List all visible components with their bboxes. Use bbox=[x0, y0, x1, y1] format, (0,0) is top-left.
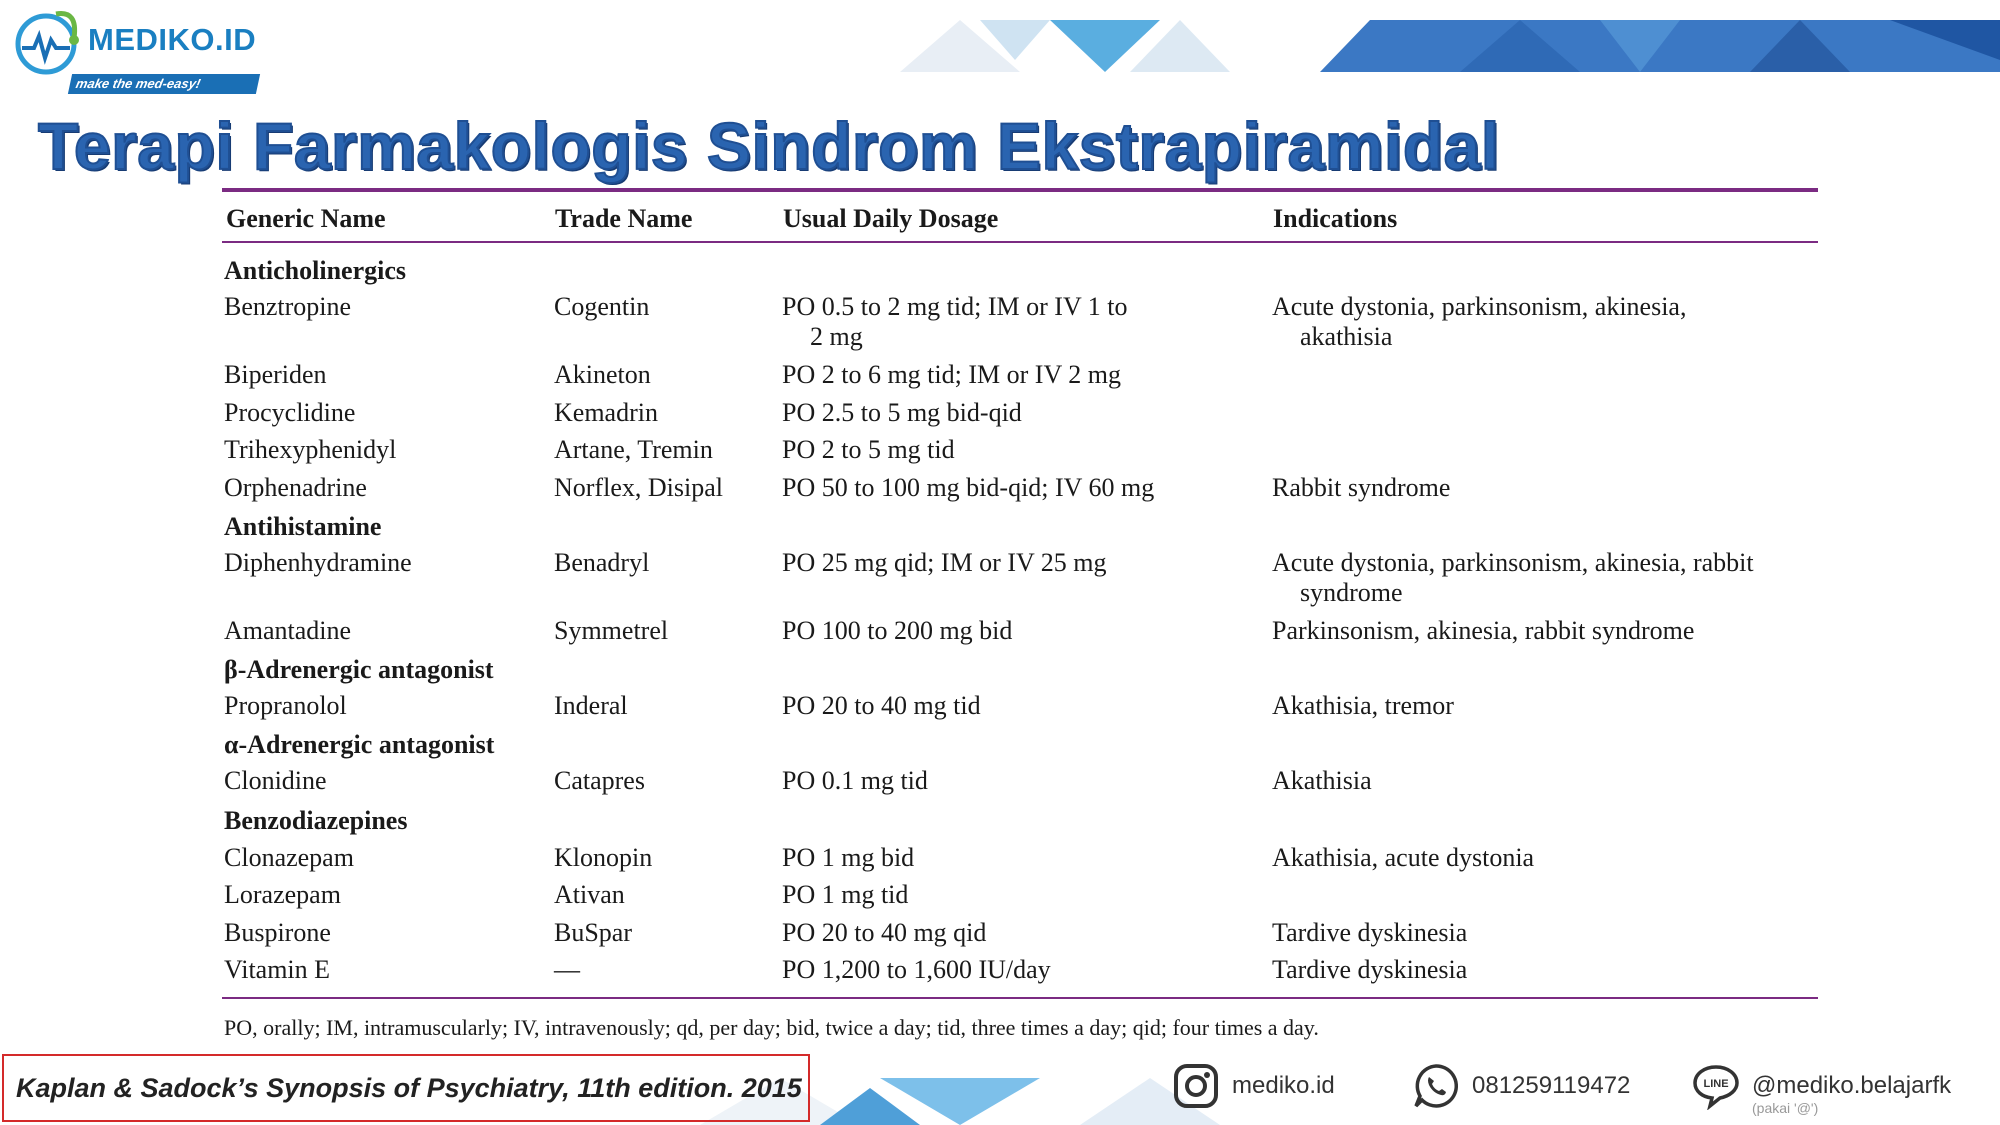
trade-name: Norflex, Disipal bbox=[554, 473, 723, 502]
trade-name: Akineton bbox=[554, 360, 651, 389]
line-handle-note: (pakai '@') bbox=[1752, 1100, 1819, 1116]
table-footnote: PO, orally; IM, intramuscularly; IV, intravenously; qd, per day; bid, twice a day; tid, three times a day; qid; four times a day. bbox=[224, 1015, 1319, 1040]
trade-name: Kemadrin bbox=[554, 398, 658, 427]
header-generic-name: Generic Name bbox=[226, 204, 386, 233]
group-beta-adrenergic-antagonist: β-Adrenergic antagonist bbox=[224, 655, 494, 684]
generic-name: Orphenadrine bbox=[224, 473, 367, 502]
instagram-handle: mediko.id bbox=[1232, 1072, 1335, 1099]
stethoscope-heart-icon bbox=[8, 4, 88, 84]
trade-name: Klonopin bbox=[554, 843, 653, 872]
generic-name: Trihexyphenidyl bbox=[224, 435, 397, 464]
trade-name: — bbox=[554, 955, 580, 984]
header-trade-name: Trade Name bbox=[555, 204, 693, 233]
indications: Parkinsonism, akinesia, rabbit syndrome bbox=[1272, 616, 1695, 645]
header-usual-daily-dosage: Usual Daily Dosage bbox=[783, 204, 999, 233]
dosage: PO 50 to 100 mg bid-qid; IV 60 mg bbox=[782, 473, 1155, 502]
dosage: PO 20 to 40 mg qid bbox=[782, 918, 987, 947]
dosage: PO 1 mg tid bbox=[782, 880, 909, 909]
generic-name: Buspirone bbox=[224, 918, 331, 947]
dosage-line-1: PO 0.5 to 2 mg tid; IM or IV 1 to bbox=[782, 292, 1128, 321]
indications: Rabbit syndrome bbox=[1272, 473, 1451, 502]
trade-name: Inderal bbox=[554, 691, 628, 720]
generic-name: Clonazepam bbox=[224, 843, 354, 872]
trade-name: Catapres bbox=[554, 766, 645, 795]
group-benzodiazepines: Benzodiazepines bbox=[224, 806, 408, 835]
generic-name: Diphenhydramine bbox=[224, 548, 412, 577]
dosage: PO 0.1 mg tid bbox=[782, 766, 928, 795]
line-icon bbox=[1692, 1062, 1740, 1110]
indications-line-2: akathisia bbox=[1300, 322, 1393, 351]
indications: Akathisia bbox=[1272, 766, 1372, 795]
generic-name: Propranolol bbox=[224, 691, 347, 720]
dosage: PO 1,200 to 1,600 IU/day bbox=[782, 955, 1051, 984]
whatsapp-icon bbox=[1412, 1062, 1460, 1110]
trade-name: Benadryl bbox=[554, 548, 650, 577]
generic-name: Amantadine bbox=[224, 616, 352, 645]
generic-name: Vitamin E bbox=[224, 955, 331, 984]
indications: Akathisia, tremor bbox=[1272, 691, 1454, 720]
trade-name: Artane, Tremin bbox=[554, 435, 713, 464]
indications: Tardive dyskinesia bbox=[1272, 955, 1468, 984]
dosage-line-2: 2 mg bbox=[810, 322, 863, 351]
dosage: PO 1 mg bid bbox=[782, 843, 915, 872]
trade-name: Symmetrel bbox=[554, 616, 669, 645]
dosage: PO 2 to 5 mg tid bbox=[782, 435, 955, 464]
source-citation: Kaplan & Sadock’s Synopsis of Psychiatry, 11th edition. 2015 bbox=[2, 1054, 810, 1122]
page-title: Terapi Farmakologis Sindrom Ekstrapiramidal bbox=[38, 109, 1500, 183]
logo-tagline: make the med-easy! bbox=[68, 74, 260, 94]
indications: Tardive dyskinesia bbox=[1272, 918, 1468, 947]
whatsapp-number: 081259119472 bbox=[1472, 1072, 1631, 1099]
table-top-rule bbox=[222, 188, 1818, 192]
logo-wordmark: MEDIKO.ID bbox=[88, 22, 257, 57]
trade-name: Cogentin bbox=[554, 292, 650, 321]
dosage: PO 2 to 6 mg tid; IM or IV 2 mg bbox=[782, 360, 1121, 389]
dosage: PO 25 mg qid; IM or IV 25 mg bbox=[782, 548, 1107, 577]
group-anticholinergics: Anticholinergics bbox=[224, 256, 406, 285]
instagram-icon bbox=[1172, 1062, 1220, 1110]
dosage: PO 100 to 200 mg bid bbox=[782, 616, 1013, 645]
indications: Akathisia, acute dystonia bbox=[1272, 843, 1535, 872]
svg-text:LINE: LINE bbox=[1703, 1078, 1729, 1090]
top-decorative-banner bbox=[900, 20, 2000, 72]
trade-name: BuSpar bbox=[554, 918, 632, 947]
group-antihistamine: Antihistamine bbox=[224, 512, 382, 541]
generic-name: Biperiden bbox=[224, 360, 327, 389]
line-handle: @mediko.belajarfk bbox=[1752, 1072, 1952, 1099]
brand-logo bbox=[8, 4, 258, 94]
dosage bbox=[782, 292, 1262, 352]
generic-name: Benztropine bbox=[224, 292, 352, 321]
indications-line-1: Acute dystonia, parkinsonism, akinesia, rabbit bbox=[1272, 548, 1754, 577]
table-header-rule bbox=[222, 241, 1818, 243]
group-alpha-adrenergic-antagonist: α-Adrenergic antagonist bbox=[224, 730, 495, 759]
indications-line-1: Acute dystonia, parkinsonism, akinesia, bbox=[1272, 292, 1687, 321]
dosage: PO 20 to 40 mg tid bbox=[782, 691, 981, 720]
table-bottom-rule bbox=[222, 997, 1818, 999]
dosage: PO 2.5 to 5 mg bid-qid bbox=[782, 398, 1022, 427]
indications-line-2: syndrome bbox=[1300, 578, 1403, 607]
generic-name: Procyclidine bbox=[224, 398, 356, 427]
generic-name: Clonidine bbox=[224, 766, 327, 795]
indications bbox=[1272, 548, 1818, 608]
trade-name: Ativan bbox=[554, 880, 625, 909]
header-indications: Indications bbox=[1273, 204, 1398, 233]
indications bbox=[1272, 292, 1818, 352]
generic-name: Lorazepam bbox=[224, 880, 341, 909]
